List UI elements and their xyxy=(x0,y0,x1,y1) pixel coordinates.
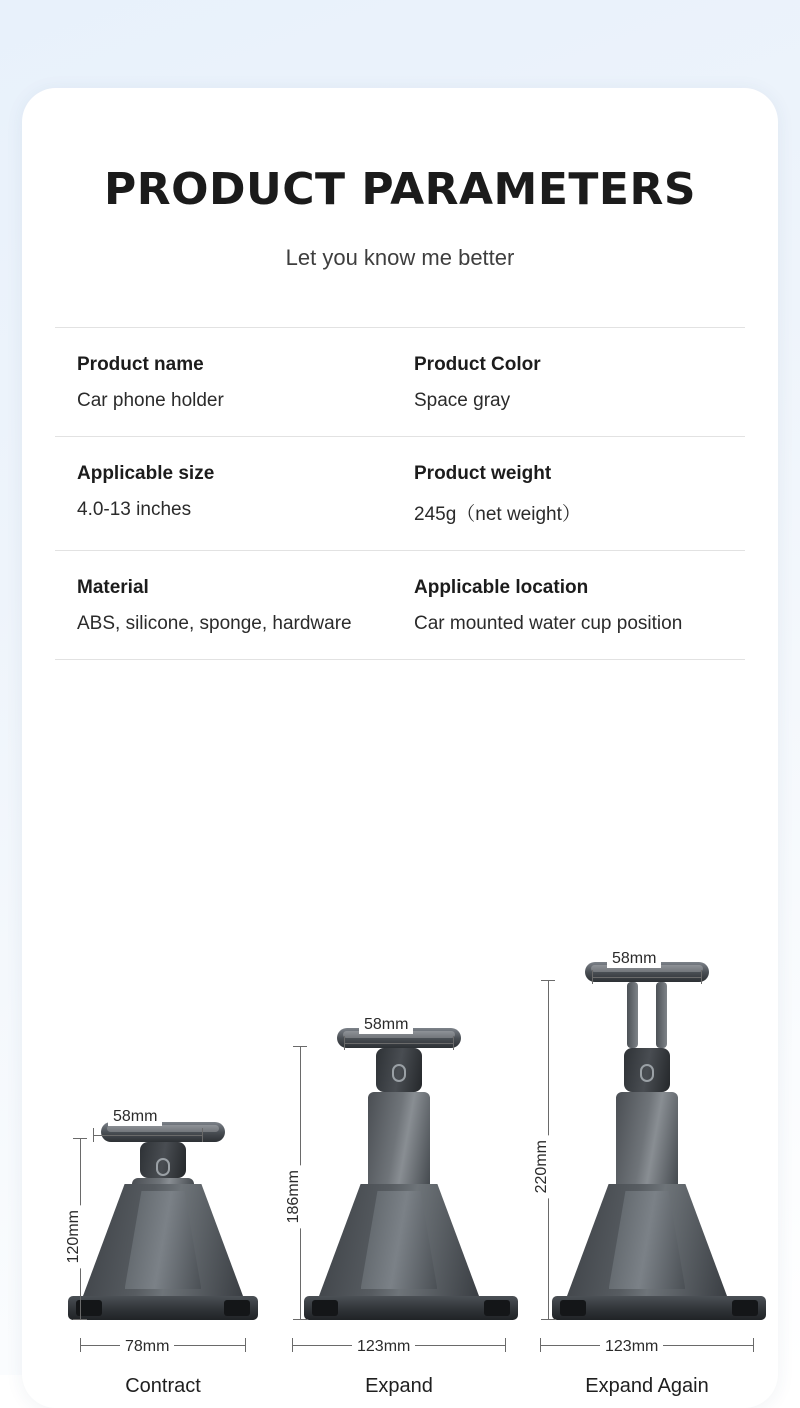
dimensions-diagram xyxy=(22,848,778,1408)
dim-line-top-width xyxy=(592,977,702,978)
holder-base xyxy=(567,1184,727,1296)
spec-value: 4.0-13 inches xyxy=(77,499,192,520)
holder-illustration-expand xyxy=(304,1028,494,1320)
spec-cell-product-name xyxy=(55,354,400,412)
dim-line-top-width xyxy=(93,1135,203,1136)
figure-caption: Contract xyxy=(125,1375,201,1397)
figure-caption: Expand xyxy=(365,1375,433,1397)
holder-illustration-contract xyxy=(68,1122,258,1320)
neck-joint xyxy=(624,1048,670,1092)
spec-cell-material xyxy=(55,577,400,635)
holder-feet xyxy=(68,1296,258,1320)
dim-label-base-width: 123mm xyxy=(600,1338,663,1356)
page-subtitle: Let you know me better xyxy=(285,245,515,270)
extension-arms xyxy=(625,982,669,1048)
side-grip-right xyxy=(233,1206,249,1244)
spec-label: Applicable size xyxy=(77,463,215,484)
lock-knob-icon xyxy=(156,1158,170,1176)
dim-label-height: 186mm xyxy=(285,1165,303,1228)
spec-value: 245g（net weight） xyxy=(414,504,581,525)
spec-cell-product-weight xyxy=(400,463,745,526)
table-row xyxy=(55,551,745,660)
dim-label-base-width: 78mm xyxy=(120,1338,174,1356)
spec-label: Applicable location xyxy=(414,577,589,598)
figure-contract xyxy=(38,888,288,1408)
dim-label-height: 120mm xyxy=(65,1205,83,1268)
dim-label-height: 220mm xyxy=(533,1135,551,1198)
extension-arm-right xyxy=(656,982,667,1048)
extension-arm-left xyxy=(627,982,638,1048)
spec-value: Car phone holder xyxy=(77,390,224,411)
content-card xyxy=(22,88,778,1408)
holder-feet xyxy=(552,1296,766,1320)
holder-base xyxy=(83,1184,243,1296)
neck-joint xyxy=(376,1048,422,1092)
side-grip-left xyxy=(561,1206,577,1244)
spec-label: Product Color xyxy=(414,354,541,375)
table-row xyxy=(55,328,745,437)
side-grip-right xyxy=(469,1206,485,1244)
figure-expand xyxy=(274,888,524,1408)
spec-label: Product weight xyxy=(414,463,552,484)
telescoping-column xyxy=(368,1092,430,1184)
dim-label-top-width: 58mm xyxy=(108,1108,162,1126)
spec-value: ABS, silicone, sponge, hardware xyxy=(77,613,352,634)
spec-value: Car mounted water cup position xyxy=(414,613,683,634)
lock-knob-icon xyxy=(640,1064,654,1082)
spec-cell-applicable-location xyxy=(400,577,745,635)
holder-illustration-expand-again xyxy=(552,962,742,1320)
lock-knob-icon xyxy=(392,1064,406,1082)
telescoping-column xyxy=(616,1092,678,1184)
dim-label-top-width: 58mm xyxy=(607,950,661,968)
specifications-table xyxy=(55,327,745,660)
page-title: PRODUCT PARAMETERS xyxy=(103,164,697,215)
side-grip-left xyxy=(313,1206,329,1244)
neck-joint xyxy=(140,1142,186,1178)
dim-line-top-width xyxy=(344,1043,454,1044)
dim-label-base-width: 123mm xyxy=(352,1338,415,1356)
spec-label: Product name xyxy=(77,354,204,375)
spec-label: Material xyxy=(77,577,149,598)
telescoping-column xyxy=(132,1178,194,1184)
spec-cell-applicable-size xyxy=(55,463,400,526)
figure-expand-again xyxy=(522,888,772,1408)
holder-base xyxy=(319,1184,479,1296)
spec-value: Space gray xyxy=(414,390,511,411)
spec-cell-product-color xyxy=(400,354,745,412)
holder-feet xyxy=(304,1296,518,1320)
dim-label-top-width: 58mm xyxy=(359,1016,413,1034)
table-row xyxy=(55,437,745,551)
figure-caption: Expand Again xyxy=(585,1375,709,1397)
side-grip-right xyxy=(717,1206,733,1244)
